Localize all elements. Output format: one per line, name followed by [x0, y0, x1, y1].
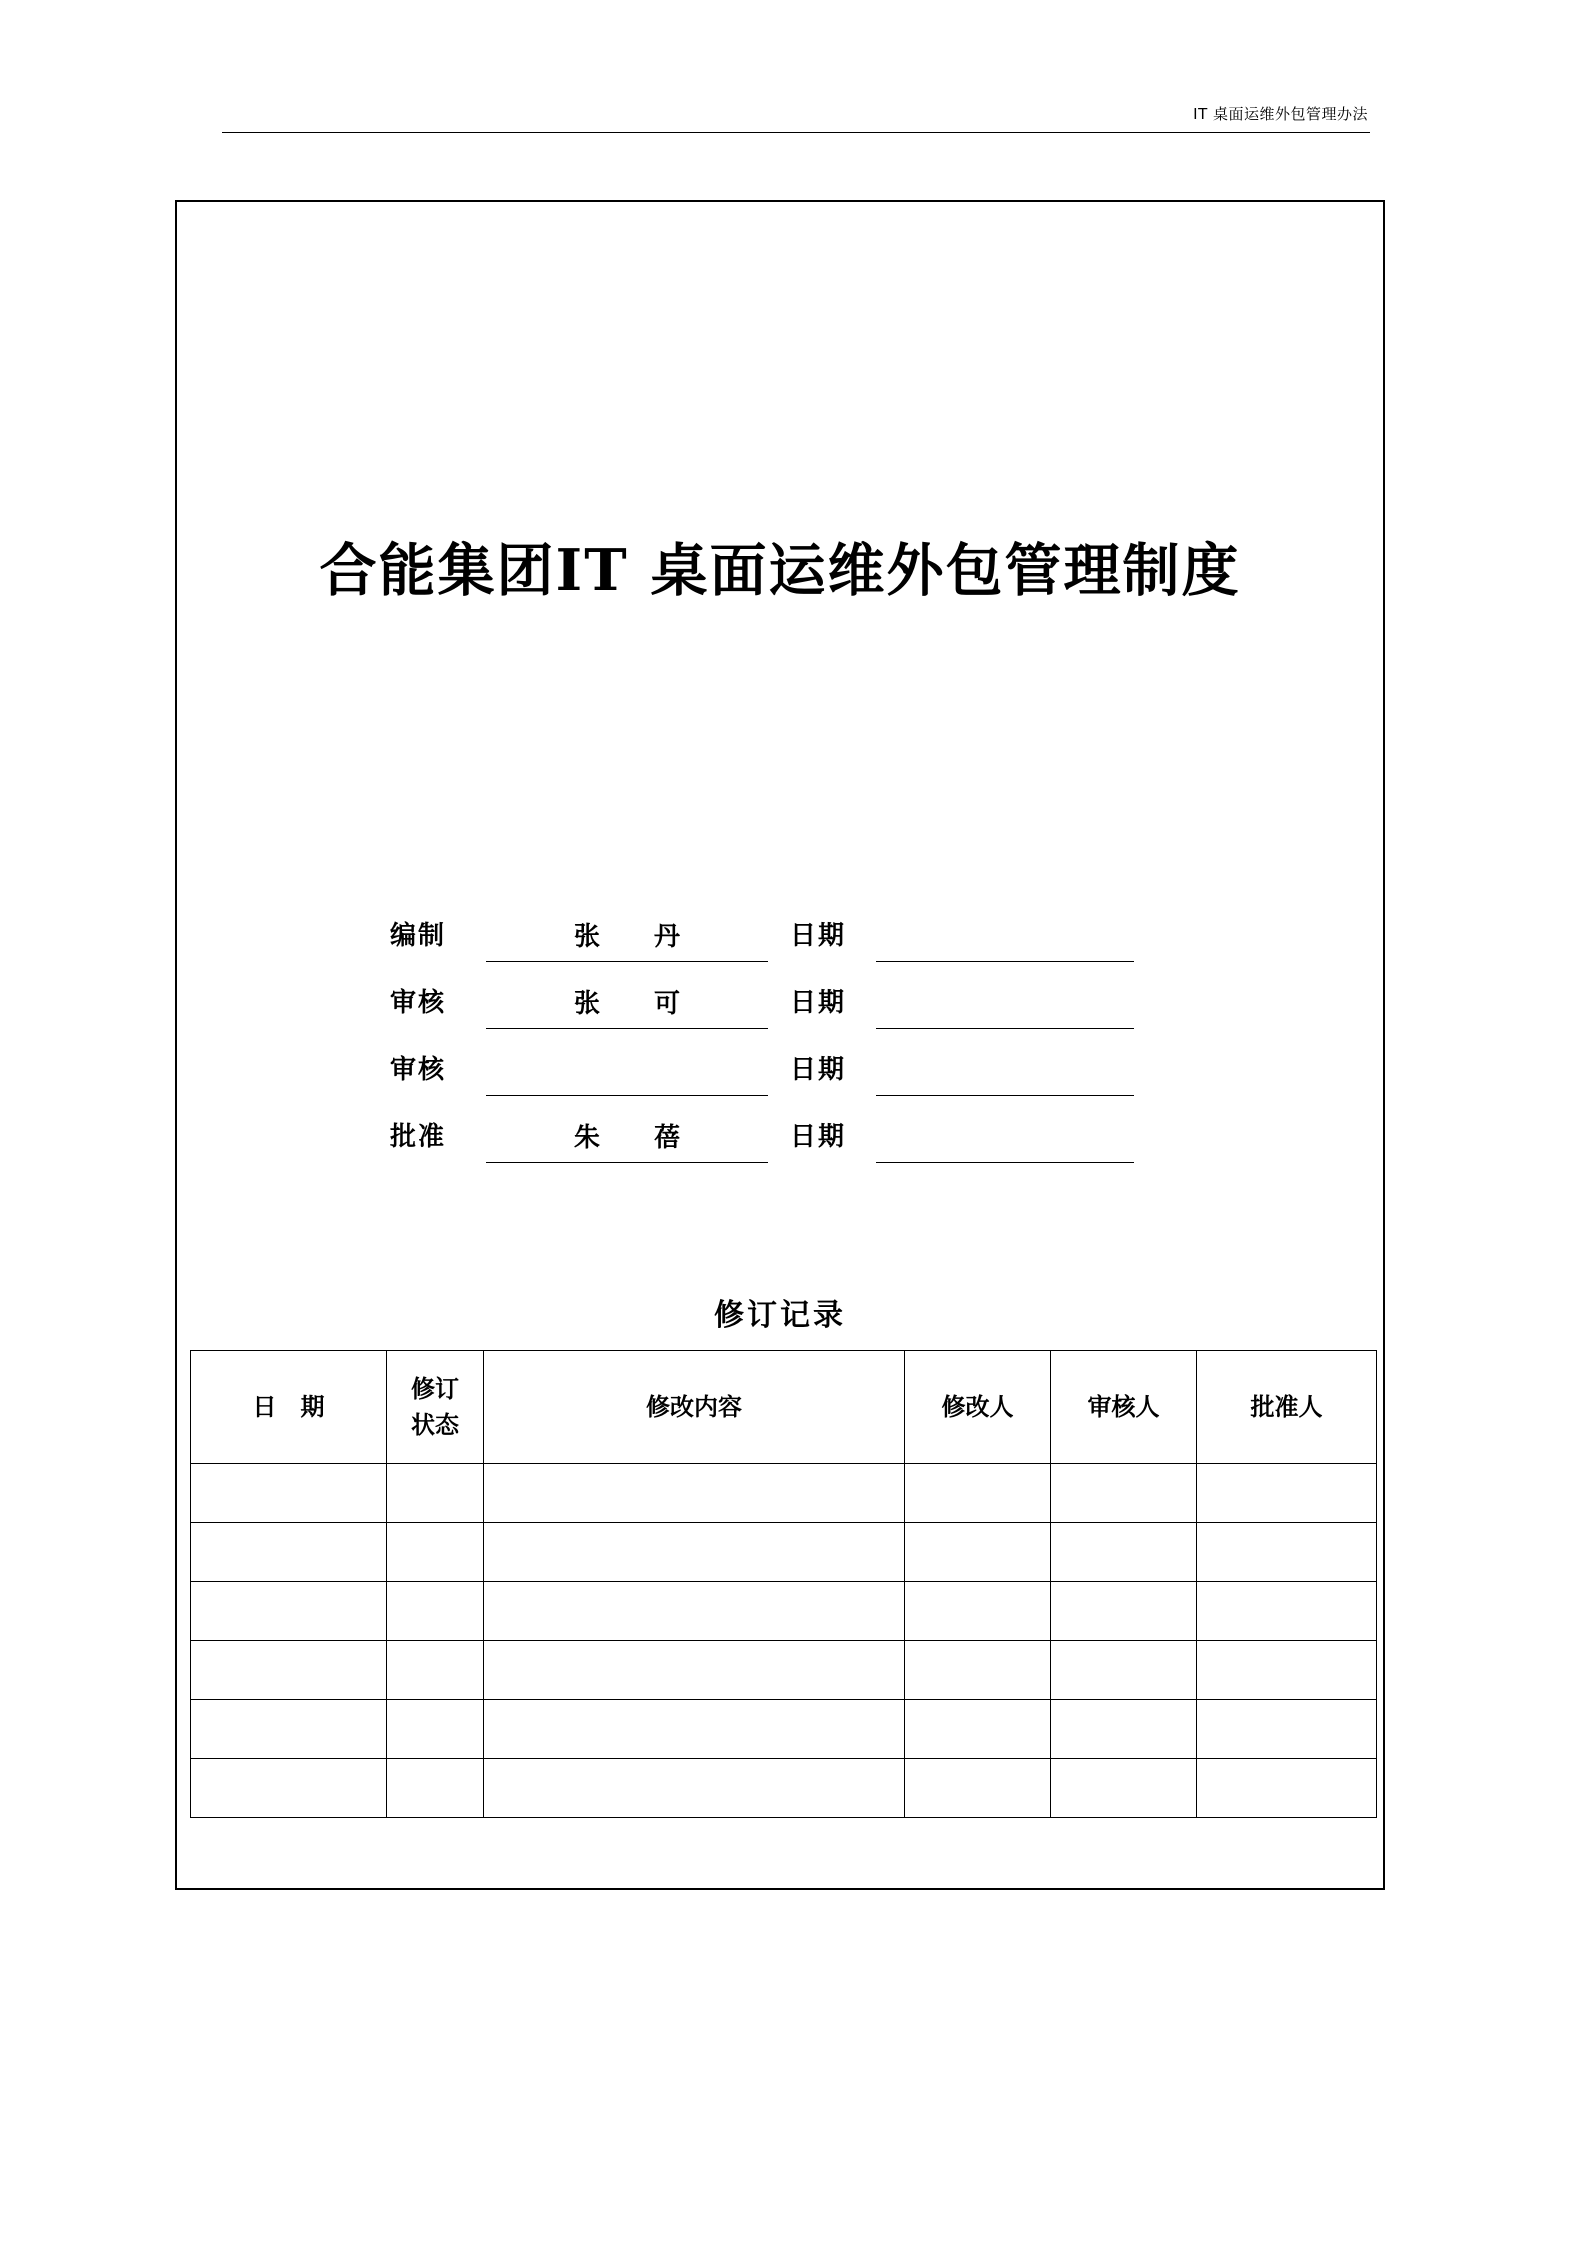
table-header	[191, 1351, 1377, 1464]
column-header-date: 日 期	[191, 1351, 387, 1464]
revision-record-table	[190, 1350, 1377, 1818]
cell-content[interactable]	[484, 1582, 905, 1641]
signature-date-field[interactable]	[876, 1056, 1134, 1096]
signature-name-field[interactable]: 张 丹	[486, 916, 768, 962]
signature-date-field[interactable]	[876, 922, 1134, 962]
table-row	[191, 1641, 1377, 1700]
signature-date-field[interactable]	[876, 1123, 1134, 1163]
signature-role-label: 审核	[390, 1055, 447, 1085]
cell-reviewer[interactable]	[1051, 1523, 1197, 1582]
signature-date-field[interactable]	[876, 989, 1134, 1029]
revision-record-title: 修订记录	[714, 1298, 846, 1333]
signature-name-field[interactable]: 张 可	[486, 983, 768, 1029]
cell-content[interactable]	[484, 1523, 905, 1582]
signature-date-label: 日期	[790, 921, 847, 951]
cell-date[interactable]	[191, 1582, 387, 1641]
signature-row	[390, 1029, 1190, 1096]
header-divider	[222, 132, 1370, 133]
cell-approver[interactable]	[1197, 1641, 1377, 1700]
signature-role-label: 批准	[390, 1122, 447, 1152]
cell-content[interactable]	[484, 1700, 905, 1759]
table-row	[191, 1700, 1377, 1759]
cell-approver[interactable]	[1197, 1464, 1377, 1523]
page-header	[222, 104, 1370, 133]
cell-editor[interactable]	[905, 1523, 1051, 1582]
cell-date[interactable]	[191, 1641, 387, 1700]
cell-status[interactable]	[387, 1582, 484, 1641]
cell-editor[interactable]	[905, 1700, 1051, 1759]
table-row	[191, 1464, 1377, 1523]
table-row	[191, 1523, 1377, 1582]
table-row	[191, 1582, 1377, 1641]
cell-status[interactable]	[387, 1759, 484, 1818]
column-header-status	[387, 1351, 484, 1464]
cell-editor[interactable]	[905, 1759, 1051, 1818]
table-body	[191, 1464, 1377, 1818]
cell-content[interactable]	[484, 1759, 905, 1818]
cell-date[interactable]	[191, 1523, 387, 1582]
signature-date-label: 日期	[790, 988, 847, 1018]
column-header-content: 修改内容	[484, 1351, 905, 1464]
column-header-status-line2: 状态	[411, 1411, 459, 1439]
signature-date-label: 日期	[790, 1122, 847, 1152]
cell-approver[interactable]	[1197, 1523, 1377, 1582]
cell-date[interactable]	[191, 1464, 387, 1523]
cell-content[interactable]	[484, 1464, 905, 1523]
column-header-reviewer: 审核人	[1051, 1351, 1197, 1464]
table-row	[191, 1759, 1377, 1818]
cell-approver[interactable]	[1197, 1700, 1377, 1759]
signature-row	[390, 962, 1190, 1029]
column-header-approver: 批准人	[1197, 1351, 1377, 1464]
signature-name-field[interactable]: 朱 蓓	[486, 1117, 768, 1163]
column-header-status-line1: 修订	[411, 1375, 459, 1403]
running-head-text: IT 桌面运维外包管理办法	[1193, 105, 1368, 123]
cell-status[interactable]	[387, 1464, 484, 1523]
signature-block	[390, 895, 1190, 1163]
cell-reviewer[interactable]	[1051, 1464, 1197, 1523]
cell-content[interactable]	[484, 1641, 905, 1700]
signature-date-label: 日期	[790, 1055, 847, 1085]
cell-editor[interactable]	[905, 1582, 1051, 1641]
column-header-editor: 修改人	[905, 1351, 1051, 1464]
cell-reviewer[interactable]	[1051, 1759, 1197, 1818]
signature-role-label: 编制	[390, 921, 447, 951]
cell-reviewer[interactable]	[1051, 1582, 1197, 1641]
cell-date[interactable]	[191, 1759, 387, 1818]
page-title: 合能集团IT 桌面运维外包管理制度	[319, 537, 1241, 604]
signature-row	[390, 1096, 1190, 1163]
cell-editor[interactable]	[905, 1641, 1051, 1700]
cell-approver[interactable]	[1197, 1759, 1377, 1818]
cell-editor[interactable]	[905, 1464, 1051, 1523]
cell-reviewer[interactable]	[1051, 1700, 1197, 1759]
cell-reviewer[interactable]	[1051, 1641, 1197, 1700]
cell-status[interactable]	[387, 1523, 484, 1582]
table-header-row	[191, 1351, 1377, 1464]
signature-name-field[interactable]	[486, 1056, 768, 1096]
cell-approver[interactable]	[1197, 1582, 1377, 1641]
signature-row	[390, 895, 1190, 962]
cell-status[interactable]	[387, 1700, 484, 1759]
cell-date[interactable]	[191, 1700, 387, 1759]
cell-status[interactable]	[387, 1641, 484, 1700]
signature-role-label: 审核	[390, 988, 447, 1018]
